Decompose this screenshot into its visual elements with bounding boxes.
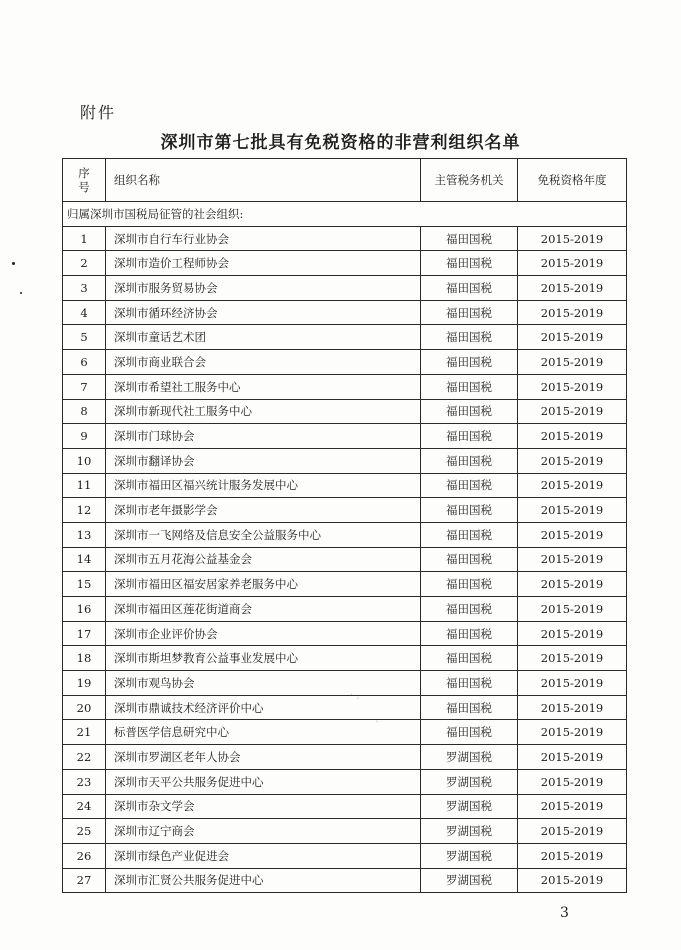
document-title: 深圳市第七批具有免税资格的非营利组织名单 — [160, 133, 521, 153]
table-row — [63, 424, 627, 449]
table-row — [63, 448, 627, 473]
section-label: 归属深圳市国税局征管的社会组织: — [63, 202, 627, 227]
row-organization-name: 深圳市福田区莲花街道商会 — [106, 597, 421, 622]
row-exemption-years: 2015-2019 — [518, 424, 627, 449]
row-organization-name: 深圳市绿色产业促进会 — [106, 843, 421, 868]
row-exemption-years: 2015-2019 — [518, 325, 627, 350]
table-row — [63, 745, 627, 770]
scan-speck — [12, 262, 15, 265]
row-tax-authority: 福田国税 — [421, 424, 518, 449]
row-organization-name: 深圳市辽宁商会 — [106, 819, 421, 844]
row-organization-name: 深圳市杂文学会 — [106, 794, 421, 819]
row-exemption-years: 2015-2019 — [518, 522, 627, 547]
row-tax-authority: 福田国税 — [421, 720, 518, 745]
table-row — [63, 597, 627, 622]
row-organization-name: 深圳市天平公共服务促进中心 — [106, 769, 421, 794]
row-organization-name: 深圳市鼎诚技术经济评价中心 — [106, 695, 421, 720]
row-exemption-years: 2015-2019 — [518, 769, 627, 794]
table-row — [63, 350, 627, 375]
row-organization-name: 深圳市童话艺术团 — [106, 325, 421, 350]
row-tax-authority: 福田国税 — [421, 251, 518, 276]
scan-speck — [20, 292, 22, 294]
row-organization-name: 深圳市企业评价协会 — [106, 621, 421, 646]
row-organization-name: 深圳市商业联合会 — [106, 350, 421, 375]
row-tax-authority: 福田国税 — [421, 374, 518, 399]
row-tax-authority: 福田国税 — [421, 695, 518, 720]
table-row — [63, 621, 627, 646]
row-tax-authority: 福田国税 — [421, 448, 518, 473]
row-exemption-years: 2015-2019 — [518, 819, 627, 844]
row-tax-authority: 福田国税 — [421, 399, 518, 424]
row-tax-authority: 罗湖国税 — [421, 794, 518, 819]
row-exemption-years: 2015-2019 — [518, 350, 627, 375]
row-exemption-years: 2015-2019 — [518, 572, 627, 597]
table-row — [63, 695, 627, 720]
row-exemption-years: 2015-2019 — [518, 251, 627, 276]
row-tax-authority: 罗湖国税 — [421, 868, 518, 893]
row-exemption-years: 2015-2019 — [518, 226, 627, 251]
table-row — [63, 522, 627, 547]
row-exemption-years: 2015-2019 — [518, 720, 627, 745]
row-index: 13 — [63, 522, 106, 547]
row-index: 5 — [63, 325, 106, 350]
row-tax-authority: 福田国税 — [421, 498, 518, 523]
table-row — [63, 646, 627, 671]
row-tax-authority: 福田国税 — [421, 276, 518, 301]
row-tax-authority: 罗湖国税 — [421, 819, 518, 844]
row-index: 27 — [63, 868, 106, 893]
row-organization-name: 深圳市一飞网络及信息安全公益服务中心 — [106, 522, 421, 547]
row-index: 18 — [63, 646, 106, 671]
row-index: 22 — [63, 745, 106, 770]
row-exemption-years: 2015-2019 — [518, 843, 627, 868]
table-row — [63, 794, 627, 819]
column-header-index-label: 序号 — [78, 166, 90, 194]
row-tax-authority: 福田国税 — [421, 621, 518, 646]
row-tax-authority: 福田国税 — [421, 350, 518, 375]
row-index: 4 — [63, 300, 106, 325]
row-tax-authority: 福田国税 — [421, 572, 518, 597]
row-organization-name: 深圳市罗湖区老年人协会 — [106, 745, 421, 770]
row-index: 19 — [63, 671, 106, 696]
row-organization-name: 深圳市希望社工服务中心 — [106, 374, 421, 399]
table-row — [63, 498, 627, 523]
table-row — [63, 769, 627, 794]
row-exemption-years: 2015-2019 — [518, 671, 627, 696]
row-organization-name: 深圳市福田区福安居家养老服务中心 — [106, 572, 421, 597]
table-row — [63, 374, 627, 399]
row-index: 12 — [63, 498, 106, 523]
row-exemption-years: 2015-2019 — [518, 448, 627, 473]
row-exemption-years: 2015-2019 — [518, 399, 627, 424]
row-organization-name: 深圳市门球协会 — [106, 424, 421, 449]
row-tax-authority: 福田国税 — [421, 473, 518, 498]
table-row — [63, 473, 627, 498]
row-index: 21 — [63, 720, 106, 745]
row-exemption-years: 2015-2019 — [518, 597, 627, 622]
table-row — [63, 671, 627, 696]
column-header-name: 组织名称 — [106, 159, 421, 202]
table-row — [63, 226, 627, 251]
row-index: 1 — [63, 226, 106, 251]
row-index: 11 — [63, 473, 106, 498]
row-index: 23 — [63, 769, 106, 794]
table-row — [63, 251, 627, 276]
page-number: 3 — [560, 905, 569, 921]
row-tax-authority: 罗湖国税 — [421, 745, 518, 770]
row-tax-authority: 福田国税 — [421, 671, 518, 696]
row-organization-name: 标普医学信息研究中心 — [106, 720, 421, 745]
row-index: 25 — [63, 819, 106, 844]
row-index: 7 — [63, 374, 106, 399]
row-organization-name: 深圳市福田区福兴统计服务发展中心 — [106, 473, 421, 498]
column-header-authority: 主管税务机关 — [421, 159, 518, 202]
row-tax-authority: 罗湖国税 — [421, 843, 518, 868]
row-exemption-years: 2015-2019 — [518, 276, 627, 301]
table-header-row — [63, 159, 627, 202]
table-row — [63, 399, 627, 424]
faint-stamp-mark: 、 — [375, 714, 385, 725]
row-exemption-years: 2015-2019 — [518, 498, 627, 523]
row-tax-authority: 福田国税 — [421, 300, 518, 325]
row-index: 14 — [63, 547, 106, 572]
table-row — [63, 300, 627, 325]
organization-table — [62, 158, 627, 893]
row-organization-name: 深圳市翻译协会 — [106, 448, 421, 473]
row-organization-name: 深圳市造价工程师协会 — [106, 251, 421, 276]
row-index: 6 — [63, 350, 106, 375]
row-exemption-years: 2015-2019 — [518, 646, 627, 671]
row-exemption-years: 2015-2019 — [518, 745, 627, 770]
row-exemption-years: 2015-2019 — [518, 695, 627, 720]
row-tax-authority: 福田国税 — [421, 522, 518, 547]
row-exemption-years: 2015-2019 — [518, 868, 627, 893]
row-exemption-years: 2015-2019 — [518, 621, 627, 646]
row-organization-name: 深圳市自行车行业协会 — [106, 226, 421, 251]
row-tax-authority: 福田国税 — [421, 646, 518, 671]
row-organization-name: 深圳市汇贤公共服务促进中心 — [106, 868, 421, 893]
row-index: 15 — [63, 572, 106, 597]
row-organization-name: 深圳市循环经济协会 — [106, 300, 421, 325]
row-index: 20 — [63, 695, 106, 720]
table-row — [63, 868, 627, 893]
row-index: 9 — [63, 424, 106, 449]
row-index: 24 — [63, 794, 106, 819]
row-exemption-years: 2015-2019 — [518, 300, 627, 325]
row-tax-authority: 福田国税 — [421, 226, 518, 251]
row-exemption-years: 2015-2019 — [518, 547, 627, 572]
row-index: 16 — [63, 597, 106, 622]
table-row — [63, 276, 627, 301]
row-exemption-years: 2015-2019 — [518, 473, 627, 498]
row-index: 26 — [63, 843, 106, 868]
section-row — [63, 202, 627, 227]
table-row — [63, 572, 627, 597]
row-index: 17 — [63, 621, 106, 646]
row-organization-name: 深圳市五月花海公益基金会 — [106, 547, 421, 572]
row-organization-name: 深圳市服务贸易协会 — [106, 276, 421, 301]
row-tax-authority: 福田国税 — [421, 325, 518, 350]
row-tax-authority: 福田国税 — [421, 597, 518, 622]
row-tax-authority: 罗湖国税 — [421, 769, 518, 794]
table-row — [63, 843, 627, 868]
row-exemption-years: 2015-2019 — [518, 374, 627, 399]
row-organization-name: 深圳市老年摄影学会 — [106, 498, 421, 523]
row-organization-name: 深圳市新现代社工服务中心 — [106, 399, 421, 424]
row-index: 10 — [63, 448, 106, 473]
row-index: 2 — [63, 251, 106, 276]
table-row — [63, 547, 627, 572]
row-exemption-years: 2015-2019 — [518, 794, 627, 819]
row-index: 8 — [63, 399, 106, 424]
faint-stamp-mark: · , — [350, 690, 360, 701]
table-row — [63, 720, 627, 745]
column-header-index — [63, 159, 106, 202]
attachment-label: 附件 — [80, 103, 117, 122]
table-row — [63, 819, 627, 844]
table-row — [63, 325, 627, 350]
column-header-years: 免税资格年度 — [518, 159, 627, 202]
row-organization-name: 深圳市观鸟协会 — [106, 671, 421, 696]
row-tax-authority: 福田国税 — [421, 547, 518, 572]
row-index: 3 — [63, 276, 106, 301]
row-organization-name: 深圳市斯坦梦教育公益事业发展中心 — [106, 646, 421, 671]
